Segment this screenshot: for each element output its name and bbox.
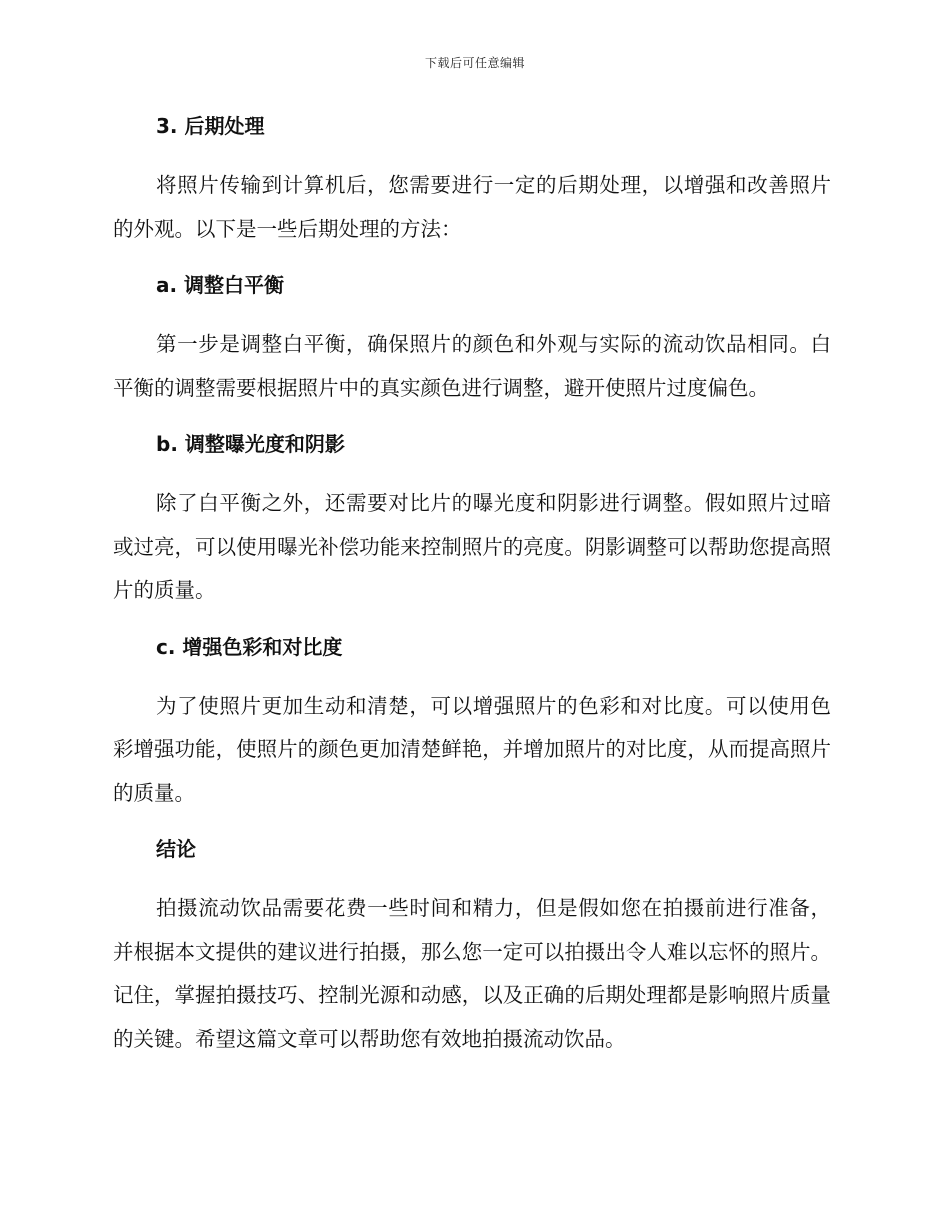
section-heading-post-processing: 3. 后期处理 [156, 114, 265, 138]
document-body [113, 110, 831, 1079]
section-paragraph-exposure-shadow: 除了白平衡之外，还需要对比片的曝光度和阴影进行调整。假如照片过暗或过亮，可以使用曝光补偿功能来控制照片的亮度。阴影调整可以帮助您提高照片的质量。 [113, 491, 831, 602]
section-heading-exposure-shadow: b. 调整曝光度和阴影 [156, 432, 345, 456]
section-heading-color-contrast: c. 增强色彩和对比度 [156, 634, 343, 659]
section-heading-conclusion: 结论 [156, 837, 196, 861]
section-paragraph-white-balance: 第一步是调整白平衡，确保照片的颜色和外观与实际的流动饮品相同。白平衡的调整需要根据照片中的真实颜色进行调整，避开使照片过度偏色。 [113, 332, 831, 400]
section-paragraph-post-processing: 将照片传输到计算机后，您需要进行一定的后期处理，以增强和改善照片的外观。以下是一些后期处理的方法： [113, 173, 831, 241]
section-heading-white-balance: a. 调整白平衡 [156, 273, 285, 297]
section-paragraph-conclusion: 拍摄流动饮品需要花费一些时间和精力，但是假如您在拍摄前进行准备，并根据本文提供的建议进行拍摄，那么您一定可以拍摄出令人难以忘怀的照片。记住，掌握拍摄技巧、控制光源和动感，以及正确的后期处理都是影响照片质量的关键。希望这篇文章可以帮助您有效地拍摄流动饮品。 [113, 896, 831, 1051]
section-paragraph-color-contrast: 为了使照片更加生动和清楚，可以增强照片的色彩和对比度。可以使用色彩增强功能，使照片的颜色更加清楚鲜艳，并增加照片的对比度，从而提高照片的质量。 [113, 693, 831, 805]
page-header: 下载后可任意编辑 [424, 56, 525, 70]
